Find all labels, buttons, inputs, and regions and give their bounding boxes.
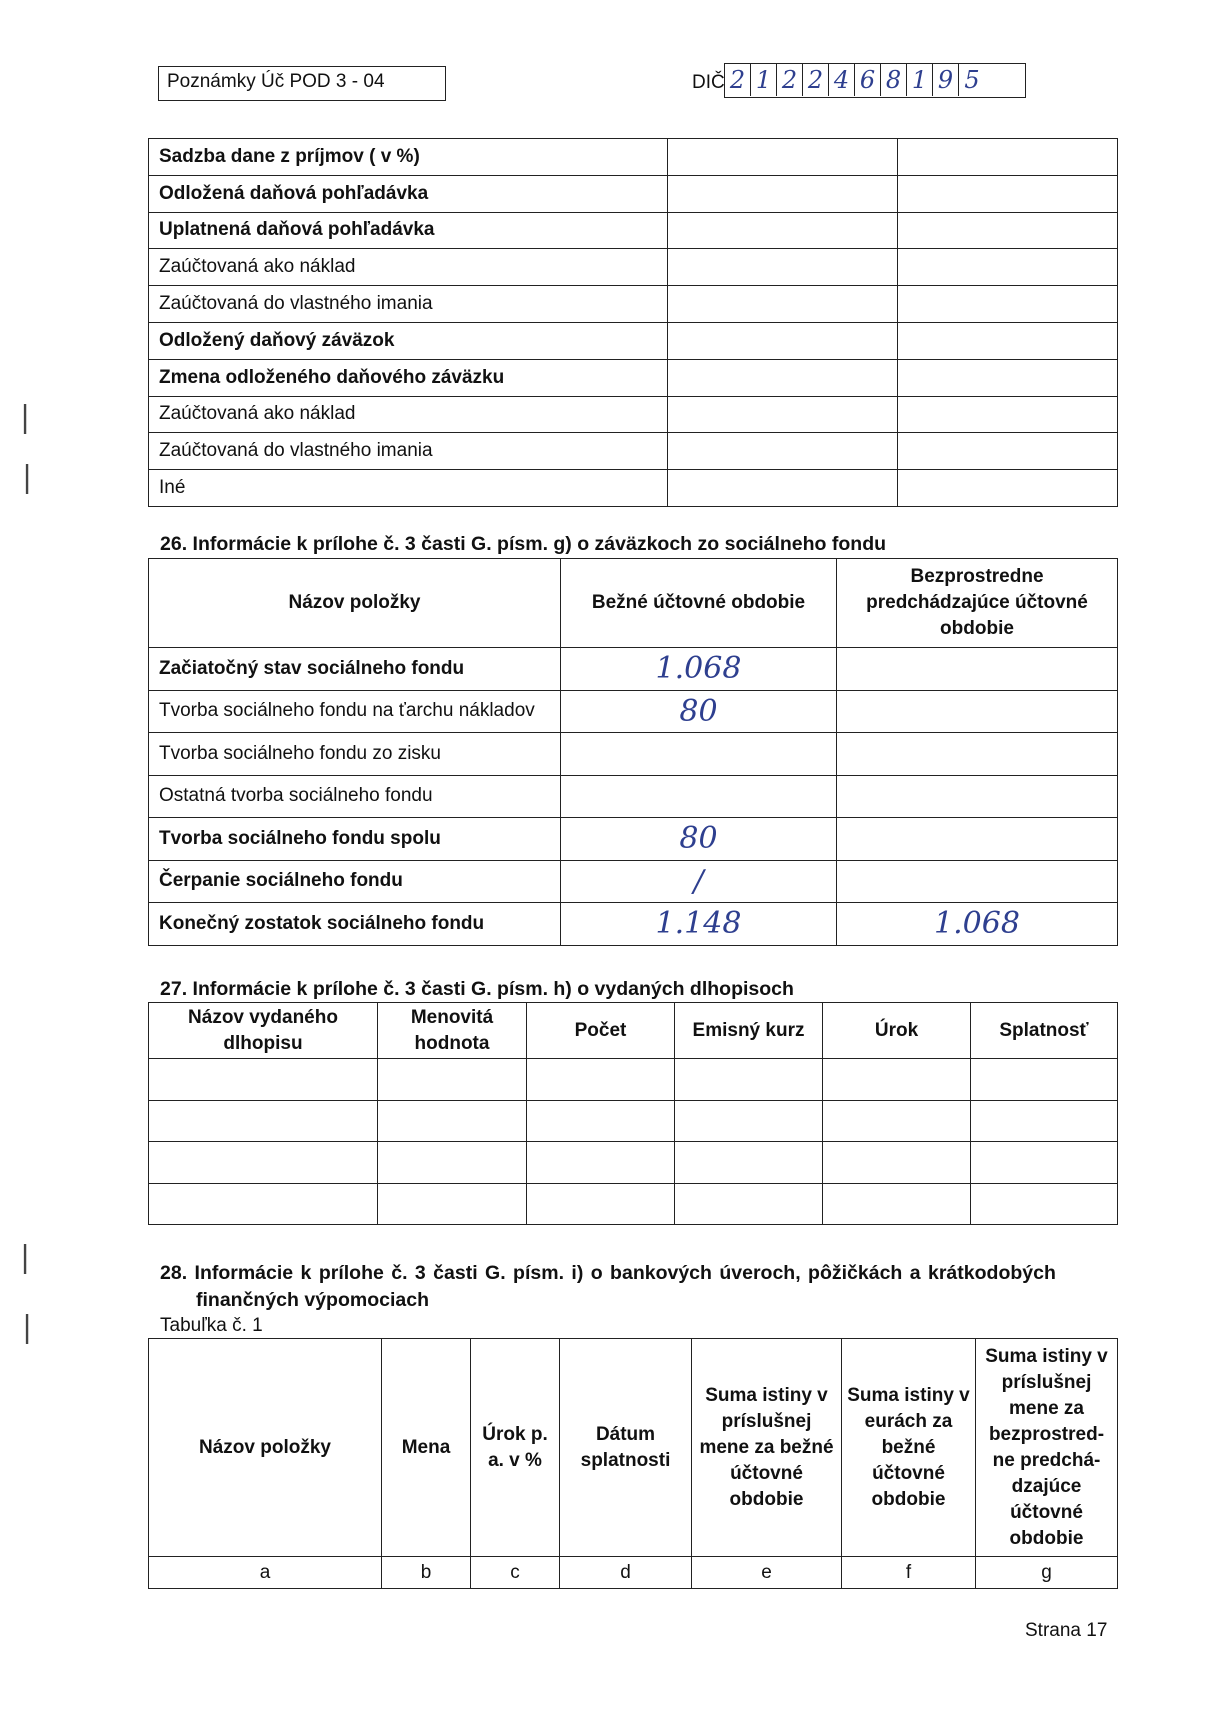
bond-cell: [675, 1183, 823, 1225]
fund-current-value: 80: [561, 818, 837, 861]
tax-row-label: Zaúčtovaná ako náklad: [149, 396, 668, 433]
col-header-bond-name: Názov vydaného dlhopisu: [149, 1003, 378, 1059]
tax-row: [149, 433, 1118, 470]
fund-row-label: Tvorba sociálneho fondu na ťarchu nákladov: [149, 690, 561, 733]
col-header-maturity: Splatnosť: [971, 1003, 1118, 1059]
table-number-label: Tabuľka č. 1: [160, 1315, 263, 1336]
bond-row: [149, 1142, 1118, 1184]
fund-row: [149, 775, 1118, 818]
tax-value-cell: [668, 322, 898, 359]
tax-value-cell: [898, 396, 1118, 433]
fund-previous-value: [837, 818, 1118, 861]
margin-mark: |: [22, 460, 33, 495]
form-label: [158, 66, 446, 101]
bond-cell: [823, 1100, 971, 1142]
fund-row: [149, 860, 1118, 903]
bond-cell: [149, 1059, 378, 1101]
fund-row-label: Ostatná tvorba sociálneho fondu: [149, 775, 561, 818]
tax-value-cell: [668, 433, 898, 470]
tax-row: [149, 286, 1118, 323]
tax-value-cell: [668, 286, 898, 323]
bond-cell: [971, 1142, 1118, 1184]
tax-row: [149, 175, 1118, 212]
fund-row-label: Začiatočný stav sociálneho fondu: [149, 648, 561, 691]
tax-row: [149, 470, 1118, 507]
fund-current-value: [561, 775, 837, 818]
dic-digit: 6: [855, 64, 881, 96]
tax-value-cell: [898, 139, 1118, 176]
column-letter: b: [382, 1557, 471, 1589]
tax-row-label: Odložená daňová pohľadávka: [149, 175, 668, 212]
bond-row: [149, 1059, 1118, 1101]
fund-previous-value: [837, 648, 1118, 691]
fund-previous-value: 1.068: [837, 903, 1118, 946]
column-letter: g: [976, 1557, 1118, 1589]
bond-cell: [527, 1142, 675, 1184]
bond-cell: [675, 1059, 823, 1101]
fund-row-label: Čerpanie sociálneho fondu: [149, 860, 561, 903]
dic-digit: 2: [803, 64, 829, 96]
col-header-due-date: Dátum splatnosti: [560, 1339, 692, 1557]
tax-value-cell: [898, 286, 1118, 323]
bond-cell: [149, 1142, 378, 1184]
bond-cell: [378, 1100, 527, 1142]
margin-mark: |: [20, 400, 31, 435]
col-header-issue-rate: Emisný kurz: [675, 1003, 823, 1059]
fund-previous-value: [837, 690, 1118, 733]
tax-row-label: Odložený daňový záväzok: [149, 322, 668, 359]
section-26-title: 26. Informácie k prílohe č. 3 časti G. písm. g) o záväzkoch zo sociálneho fondu: [160, 533, 887, 555]
col-header-item-name: Názov položky: [149, 559, 561, 648]
tax-value-cell: [668, 249, 898, 286]
bond-row: [149, 1183, 1118, 1225]
tax-row: [149, 359, 1118, 396]
tax-row: [149, 139, 1118, 176]
tax-row-label: Zaúčtovaná ako náklad: [149, 249, 668, 286]
bond-cell: [971, 1183, 1118, 1225]
tax-value-cell: [898, 212, 1118, 249]
column-letter: a: [149, 1557, 382, 1589]
fund-row-label: Tvorba sociálneho fondu zo zisku: [149, 733, 561, 776]
col-header-interest: Úrok: [823, 1003, 971, 1059]
fund-current-value: 80: [561, 690, 837, 733]
bond-cell: [149, 1100, 378, 1142]
dic-digit: 8: [881, 64, 907, 96]
fund-row: [149, 903, 1118, 946]
col-header-count: Počet: [527, 1003, 675, 1059]
tax-row-label: Zaúčtovaná do vlastného imania: [149, 286, 668, 323]
tax-value-cell: [898, 175, 1118, 212]
col-header-interest-rate: Úrok p. a. v %: [471, 1339, 560, 1557]
dic-digit: 4: [829, 64, 855, 96]
col-header-currency: Mena: [382, 1339, 471, 1557]
col-header-principal-currency-previous: Suma istiny v príslušnej mene za bezprostred-ne predchá-dzajúce účtovné obdobie: [976, 1339, 1118, 1557]
fund-row: [149, 733, 1118, 776]
col-header-previous-period: Bezprostredne predchádzajúce účtovné obdobie: [837, 559, 1118, 648]
tax-value-cell: [668, 175, 898, 212]
column-letter: f: [842, 1557, 976, 1589]
deferred-tax-table: [148, 138, 1118, 507]
section-28-title-line2: finančných výpomociach: [196, 1289, 429, 1311]
margin-mark: |: [22, 1310, 33, 1345]
bond-cell: [527, 1183, 675, 1225]
section-27-title: 27. Informácie k prílohe č. 3 časti G. písm. h) o vydaných dlhopisoch: [160, 978, 794, 1000]
social-fund-table: [148, 558, 1118, 946]
dic-label: DIČ: [692, 72, 725, 93]
tax-row-label: Uplatnená daňová pohľadávka: [149, 212, 668, 249]
bond-cell: [823, 1142, 971, 1184]
col-header-principal-eur-current: Suma istiny v eurách za bežné účtovné obdobie: [842, 1339, 976, 1557]
bonds-table: [148, 1002, 1118, 1225]
dic-boxes: [724, 63, 1026, 98]
column-letter: e: [692, 1557, 842, 1589]
tax-value-cell: [668, 359, 898, 396]
column-letter: c: [471, 1557, 560, 1589]
bond-cell: [971, 1100, 1118, 1142]
dic-digit: 1: [907, 64, 933, 96]
column-letter: d: [560, 1557, 692, 1589]
col-header-current-period: Bežné účtovné obdobie: [561, 559, 837, 648]
bank-loans-table: [148, 1338, 1118, 1589]
bond-cell: [378, 1059, 527, 1101]
tax-value-cell: [898, 470, 1118, 507]
fund-previous-value: [837, 860, 1118, 903]
tax-value-cell: [898, 249, 1118, 286]
tax-row-label: Zaúčtovaná do vlastného imania: [149, 433, 668, 470]
dic-digit: 1: [751, 64, 777, 96]
tax-value-cell: [668, 470, 898, 507]
bond-cell: [527, 1059, 675, 1101]
dic-digit: 2: [777, 64, 803, 96]
fund-current-value: [561, 733, 837, 776]
dic-digit: 9: [933, 64, 959, 96]
bond-cell: [823, 1059, 971, 1101]
dic-digit: 2: [725, 64, 751, 96]
tax-value-cell: [668, 212, 898, 249]
tax-row: [149, 212, 1118, 249]
col-header-nominal-value: Menovitá hodnota: [378, 1003, 527, 1059]
bond-cell: [378, 1183, 527, 1225]
margin-mark: |: [20, 1240, 31, 1275]
bond-cell: [378, 1142, 527, 1184]
form-label-text: Poznámky Úč POD 3 - 04: [167, 71, 385, 92]
bond-cell: [527, 1100, 675, 1142]
bond-cell: [675, 1100, 823, 1142]
col-header-item-name: Názov položky: [149, 1339, 382, 1557]
section-28-title-line1: 28. Informácie k prílohe č. 3 časti G. písm. i) o bankových úveroch, pôžičkách a krátkodobých: [160, 1262, 1056, 1284]
fund-row: [149, 690, 1118, 733]
bond-cell: [675, 1142, 823, 1184]
page-number: Strana 17: [1025, 1620, 1108, 1641]
bond-cell: [823, 1183, 971, 1225]
fund-row-label: Tvorba sociálneho fondu spolu: [149, 818, 561, 861]
fund-previous-value: [837, 775, 1118, 818]
fund-row-label: Konečný zostatok sociálneho fondu: [149, 903, 561, 946]
tax-value-cell: [668, 139, 898, 176]
tax-row-label: Zmena odloženého daňového záväzku: [149, 359, 668, 396]
tax-value-cell: [898, 359, 1118, 396]
fund-current-value: 1.068: [561, 648, 837, 691]
col-header-principal-currency-current: Suma istiny v príslušnej mene za bežné účtovné obdobie: [692, 1339, 842, 1557]
tax-row-label: Iné: [149, 470, 668, 507]
tax-value-cell: [668, 396, 898, 433]
bond-cell: [971, 1059, 1118, 1101]
tax-value-cell: [898, 322, 1118, 359]
fund-row: [149, 818, 1118, 861]
tax-row-label: Sadzba dane z príjmov ( v %): [149, 139, 668, 176]
tax-row: [149, 322, 1118, 359]
fund-row: [149, 648, 1118, 691]
fund-previous-value: [837, 733, 1118, 776]
dic-digit: 5: [964, 66, 980, 94]
fund-current-value: /: [561, 860, 837, 903]
tax-row: [149, 396, 1118, 433]
tax-value-cell: [898, 433, 1118, 470]
fund-current-value: 1.148: [561, 903, 837, 946]
bond-cell: [149, 1183, 378, 1225]
bond-row: [149, 1100, 1118, 1142]
tax-row: [149, 249, 1118, 286]
